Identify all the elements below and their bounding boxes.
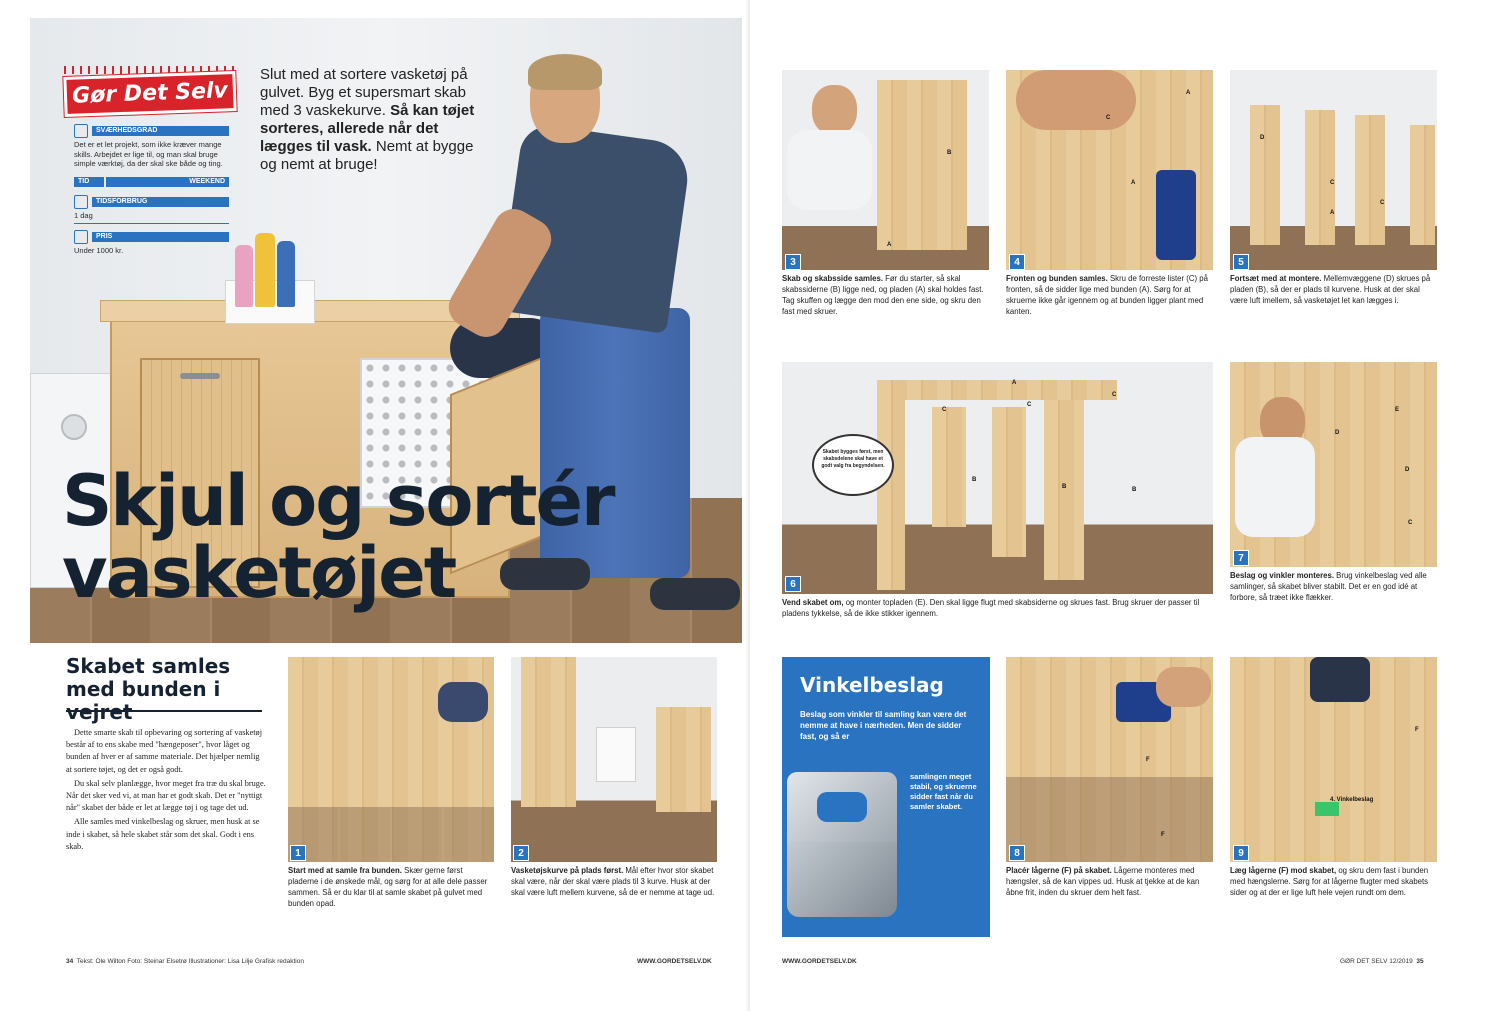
footer-credits: Tekst: Ole Wilton Foto: Steinar Elsetrø Illustrationer: Lisa Lilje Grafisk redaktion [76, 958, 304, 965]
time-row [74, 175, 229, 189]
price-row [74, 230, 229, 244]
info-box [74, 118, 229, 256]
detergent-bottles [235, 233, 305, 313]
step-8-number: 8 [1009, 845, 1025, 861]
footer-url-right: WWW.GORDETSELV.DK [782, 958, 857, 965]
step-1-number: 1 [290, 845, 306, 861]
door-handle [180, 373, 220, 379]
step-9 [1230, 657, 1437, 942]
step-9-caption: Læg lågerne (F) mod skabet, og skru dem fast i bunden med hængslerne. Sørg for at lågerne flugter med skabets sider og at der er lige luft hele vejen rundt om dem. [1230, 866, 1429, 897]
clock-icon [74, 195, 88, 209]
step-5-number: 5 [1233, 254, 1249, 270]
difficulty-row [74, 124, 229, 138]
vinkelbeslag-box [782, 657, 990, 937]
title-line2: vasketøjet [62, 532, 456, 614]
vinkelbeslag-side-text: samlingen meget stabil, og skruerne sidder fast når du samler skabet. [910, 772, 977, 811]
step-8-photo: F F [1006, 657, 1213, 862]
step-3-number: 3 [785, 254, 801, 270]
intro-bold: Så kan tøjet sorteres, allerede når det lægges til vask. [260, 102, 475, 155]
body-paragraph: Alle samles med vinkelbeslag og skruer, men husk at se inde i skabet, så hele skabet står som det skal. Godt i ens skab. [66, 817, 260, 851]
speech-bubble: Skabet bygges først, men skabsdelene skal have et godt valg fra begyndelsen. [812, 434, 894, 496]
page-title [62, 460, 702, 614]
title-line1: Skjul og sortér [62, 460, 614, 542]
step-6-photo: A C C C B B B [782, 362, 1213, 594]
footer-url-left: WWW.GORDETSELV.DK [637, 958, 712, 965]
step-2-number: 2 [513, 845, 529, 861]
coin-icon [74, 230, 88, 244]
price-label: PRIS [92, 232, 229, 242]
step-9-photo: F 4. Vinkelbeslag [1230, 657, 1437, 862]
vinkelbeslag-title: Vinkelbeslag [800, 673, 944, 697]
page-number-right: 35 [1416, 958, 1424, 965]
price-text: Under 1000 kr. [74, 246, 124, 255]
step-4-number: 4 [1009, 254, 1025, 270]
angle-bracket-image [787, 772, 902, 922]
step-6 [782, 362, 1213, 652]
step-4-caption: Fronten og bunden samles. Skru de forreste lister (C) på fronten, så de sidder lige med bunden (A). Sørg for at skruerne ikke går igennem og at bunden ligger plant med kanten. [1006, 274, 1208, 316]
footer-left [66, 958, 304, 965]
step-3 [782, 70, 989, 355]
section-badge [63, 71, 236, 117]
section-heading: Skabet samles med bunden i vejret [66, 654, 231, 724]
tools-row [74, 195, 229, 209]
step-2-caption: Vasketøjskurve på plads først. Mål efter hvor stor skabet skal være, når der skal være plads til 3 kurve. Husk at der skal være luft mellem kurvene, så de er nemme at tage ud. [511, 866, 715, 897]
body-text [66, 727, 266, 855]
step-1-photo [288, 657, 494, 862]
body-paragraph: Dette smarte skab til opbevaring og sortering af vasketøj består af to ens skabe med "hængeposer", hvor låget og bunden af hver er af samme materiale. Det hjælper nemlig at sortere tøjet, og det er også godt. [66, 728, 263, 774]
footer-issue: GØR DET SELV 12/2019 [1340, 958, 1413, 965]
hammer-icon [74, 124, 88, 138]
badge-label: Gør Det Selv [71, 78, 229, 109]
step-7-photo: E D D C [1230, 362, 1437, 567]
step-3-caption: Skab og skabsside samles. Før du starter, så skal skabssiderne (B) ligge ned, og pladen (A) skal holdes fast. Tag skuffen og lægge den mod den ene side, og skru den fast med skruer. [782, 274, 984, 316]
intro-part1: Slut med at sortere vasketøj på gulvet. Byg et supersmart skab med 3 vaskekurve. [260, 66, 468, 119]
step-9-number: 9 [1233, 845, 1249, 861]
difficulty-label: SVÆRHEDSGRAD [92, 126, 229, 136]
intro-text [260, 66, 480, 174]
vinkelbeslag-text: Beslag som vinkler til samling kan være det nemme at have i nærheden. Men de sidder fast, og så er [800, 710, 967, 741]
step-7 [1230, 362, 1437, 652]
step-6-number: 6 [785, 576, 801, 592]
page-number-left: 34 [66, 958, 74, 965]
time-range: WEEKEND [106, 177, 229, 187]
step-5-caption: Fortsæt med at montere. Mellemvæggene (D) skrues på pladen (B), så der er plads til kurvene. Husk at der skal være luft imellem, så vasketøjet let kan lægges i. [1230, 274, 1431, 305]
time-label: TID [74, 177, 104, 187]
tools-text: 1 dag [74, 210, 93, 220]
footer-right [1340, 958, 1424, 965]
step-5 [1230, 70, 1437, 355]
difficulty-text: Det er et let projekt, som ikke kræver mange skills. Arbejdet er lige til, og man skal bruge simple værktøj, da der skal ske både og ting. [74, 140, 223, 168]
step-5-photo: D C C A [1230, 70, 1437, 270]
section-rule [66, 710, 262, 712]
step-8 [1006, 657, 1213, 942]
step-4-photo: A C A [1006, 70, 1213, 270]
step-3-photo: B A [782, 70, 989, 270]
step-8-caption: Placér lågerne (F) på skabet. Lågerne monteres med hængsler, så de kan vippes ud. Husk at tjekke at de kan åbne frit, inden du skruer dem helt fast. [1006, 866, 1200, 897]
tools-label: TIDSFORBRUG [92, 197, 229, 207]
intro-part2: Nemt at bygge og nemt at bruge! [260, 138, 474, 173]
step-7-caption: Beslag og vinkler monteres. Brug vinkelbeslag ved alle samlinger, så skabet bliver stabilt. Det er en god idé at forbore, så træet ikke flækker. [1230, 571, 1427, 602]
washer-dial [61, 414, 87, 440]
step-4 [1006, 70, 1213, 355]
step-6-caption: Vend skabet om, og monter topladen (E). Den skal ligge flugt med skabsiderne og skrues fast. Brug skruer der passer til pladens tykkelse, så de ikke stikker igennem. [782, 598, 1200, 618]
step-1-caption: Start med at samle fra bunden. Skær gerne først pladerne i de ønskede mål, og sørg for at alle dele passer sammen. Så er du klar til at samle skabet på gulvet med bunden opad. [288, 866, 488, 908]
body-paragraph: Du skal selv planlægge, hvor meget fra træ du skal bruge. Når det sker ved vi, at man har et godt skab. Det er "nyttigt når" skabet der både er let at lægge tøj i og tage det ud. [66, 778, 266, 813]
step-2 [511, 657, 717, 942]
step-1 [288, 657, 494, 942]
step-2-photo [511, 657, 717, 862]
step-7-number: 7 [1233, 550, 1249, 566]
